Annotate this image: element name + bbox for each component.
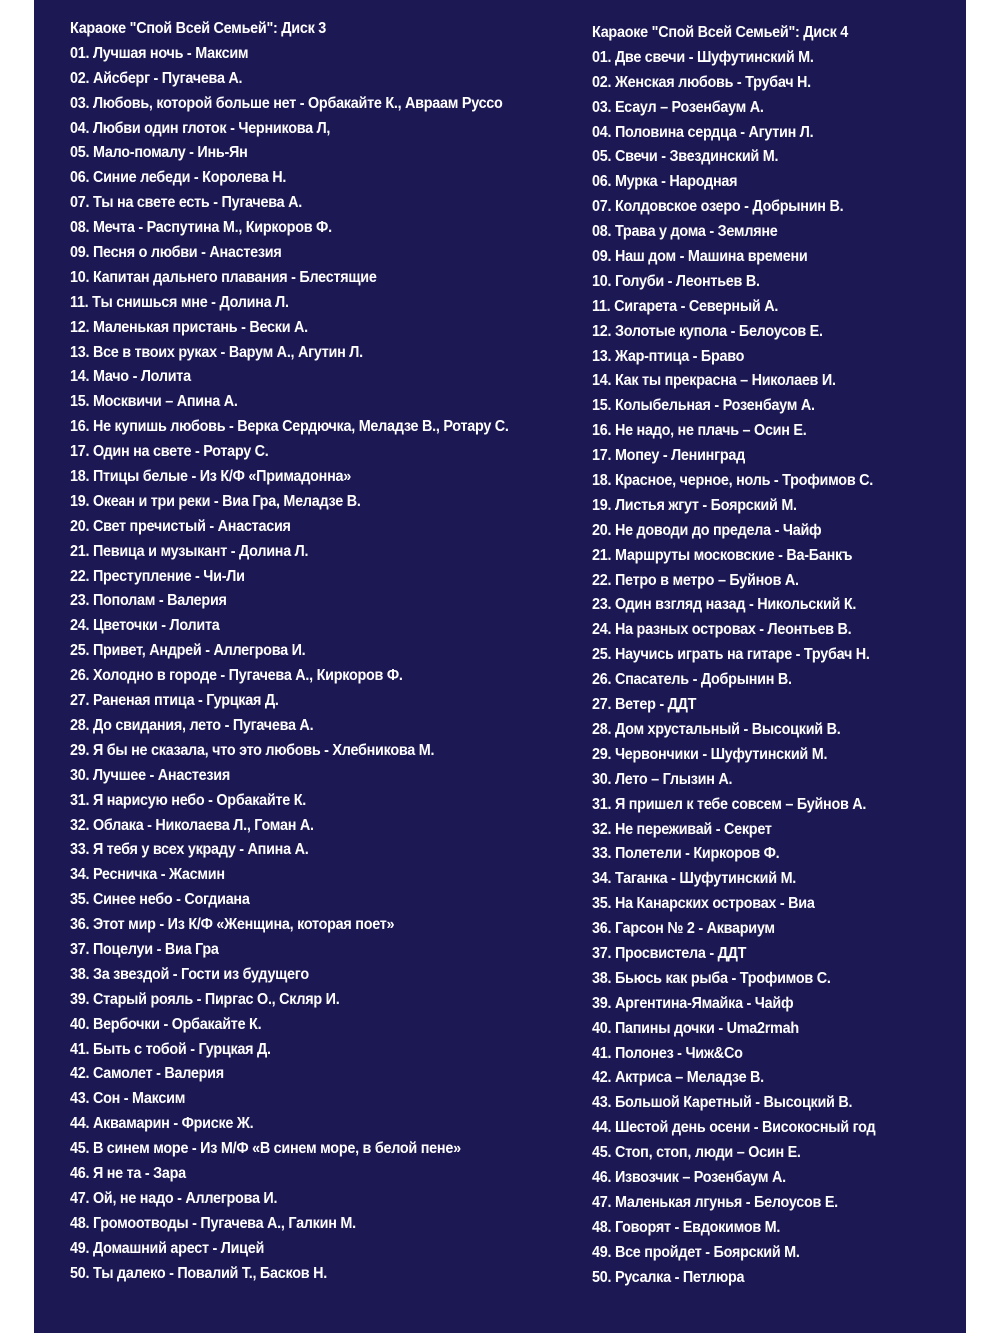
track-item: 01. Две свечи - Шуфутинский М.: [592, 48, 814, 66]
track-item: 48. Говорят - Евдокимов М.: [592, 1218, 781, 1236]
disc-4-title: Караоке "Спой Всей Семьей": Диск 4: [592, 24, 849, 41]
track-item: 29. Червончики - Шуфутинский М.: [592, 745, 828, 763]
track-item: 32. Облака - Николаева Л., Гоман А.: [70, 816, 314, 834]
track-item: 21. Маршруты московские - Ва-Банкъ: [592, 546, 853, 564]
track-item: 13. Все в твоих руках - Варум А., Агутин Л.: [70, 343, 363, 361]
track-item: 11. Ты снишься мне - Долина Л.: [70, 293, 289, 311]
track-item: 33. Полетели - Киркоров Ф.: [592, 845, 780, 863]
track-item: 43. Большой Каретный - Высоцкий В.: [592, 1094, 853, 1112]
track-item: 08. Трава у дома - Земляне: [592, 223, 778, 241]
track-item: 35. Синее небо - Согдиана: [70, 891, 250, 909]
track-item: 06. Мурка - Народная: [592, 173, 738, 191]
track-item: 10. Капитан дальнего плавания - Блестящие: [70, 268, 377, 286]
track-item: 17. Один на свете - Ротару С.: [70, 443, 269, 461]
track-item: 14. Мачо - Лолита: [70, 368, 191, 386]
track-item: 20. Свет пречистый - Анастасия: [70, 517, 291, 535]
track-item: 37. Просвистела - ДДТ: [592, 944, 747, 962]
disc-3-title: Караоке "Спой Всей Семьей": Диск 3: [70, 20, 327, 37]
track-item: 40. Папины дочки - Uma2rmah: [592, 1019, 799, 1037]
track-item: 19. Океан и три реки - Виа Гра, Меладзе В.: [70, 492, 361, 510]
track-item: 23. Пополам - Валерия: [70, 592, 227, 610]
track-item: 01. Лучшая ночь - Максим: [70, 44, 249, 62]
track-item: 03. Любовь, которой больше нет - Орбакайте К., Авраам Руссо: [70, 94, 503, 112]
track-item: 45. В синем море - Из М/Ф «В синем море, в белой пене»: [70, 1140, 461, 1158]
track-item: 17. Moпey - Ленинград: [592, 447, 745, 465]
track-item: 10. Голуби - Леонтьев В.: [592, 272, 760, 290]
track-item: 30. Лето – Глызин А.: [592, 770, 733, 788]
track-item: 39. Старый рояль - Пиргаc О., Скляр И.: [70, 990, 340, 1008]
track-item: 33. Я тебя у всех украду - Апина А.: [70, 841, 309, 859]
track-item: 07. Колдовское озеро - Добрынин В.: [592, 198, 844, 216]
track-item: 12. Маленькая пристань - Вески А.: [70, 318, 308, 336]
track-item: 41. Полонез - Чиж&Co: [592, 1044, 743, 1062]
track-item: 49. Домашний арест - Лицей: [70, 1239, 265, 1257]
track-item: 50. Русалка - Петлюра: [592, 1268, 745, 1286]
disc-4-column: [592, 21, 875, 1290]
track-item: 04. Половина сердца - Агутин Л.: [592, 123, 814, 141]
track-item: 31. Я нарисую небо - Орбакайте К.: [70, 791, 306, 809]
track-item: 25. Научись играть на гитаре - Трубач Н.: [592, 646, 870, 664]
track-item: 36. Гарсон № 2 - Аквариум: [592, 920, 775, 938]
track-item: 41. Быть с тобой - Гурцкая Д.: [70, 1040, 271, 1058]
track-item: 02. Женская любовь - Трубач Н.: [592, 73, 811, 91]
track-item: 31. Я пришел к тебе совсем – Буйнов А.: [592, 795, 867, 813]
track-item: 26. Холодно в городе - Пугачева А., Киркоров Ф.: [70, 667, 403, 685]
track-item: 24. Цветочки - Лолита: [70, 617, 220, 635]
track-item: 44. Шестой день осени - Високосный год: [592, 1119, 876, 1137]
track-item: 47. Ой, не надо - Аллегрова И.: [70, 1189, 278, 1207]
track-item: 04. Любви один глоток - Черникова Л,: [70, 119, 331, 137]
track-item: 32. Не переживай - Секрет: [592, 820, 772, 838]
track-item: 42. Самолет - Валерия: [70, 1065, 224, 1083]
disc-3-column: [70, 17, 509, 1286]
track-item: 22. Преступление - Чи-Ли: [70, 567, 245, 585]
track-item: 13. Жар-птица - Браво: [592, 347, 745, 365]
track-item: 15. Колыбельная - Розенбаум А.: [592, 397, 815, 415]
track-item: 49. Все пройдет - Боярский М.: [592, 1243, 800, 1261]
track-item: 02. Айсберг - Пугачева А.: [70, 69, 243, 87]
track-item: 11. Сигарета - Северный А.: [592, 297, 779, 315]
track-item: 05. Свечи - Звездинский М.: [592, 148, 779, 166]
track-item: 40. Вербочки - Орбакайте К.: [70, 1015, 262, 1033]
track-item: 18. Красное, черное, ноль - Трофимов С.: [592, 472, 874, 490]
track-item: 37. Поцелуи - Виа Гра: [70, 940, 219, 958]
track-item: 16. Не купишь любовь - Верка Сердючка, Меладзе В., Ротару С.: [70, 418, 509, 436]
track-item: 46. Извозчик – Розенбаум А.: [592, 1168, 786, 1186]
track-item: 50. Ты далеко - Повалий Т., Басков Н.: [70, 1264, 327, 1282]
track-item: 08. Мечта - Распутина М., Киркоров Ф.: [70, 219, 332, 237]
track-item: 15. Москвичи – Апина А.: [70, 393, 238, 411]
track-item: 28. Дом хрустальный - Высоцкий В.: [592, 720, 841, 738]
track-item: 34. Таганка - Шуфутинский М.: [592, 870, 797, 888]
track-item: 23. Один взгляд назад - Никольский К.: [592, 596, 857, 614]
track-item: 26. Спасатель - Добрынин В.: [592, 671, 792, 689]
track-item: 27. Раненая птица - Гурцкая Д.: [70, 692, 279, 710]
track-item: 43. Сон - Максим: [70, 1090, 186, 1108]
track-item: 25. Привет, Андрей - Аллегрова И.: [70, 642, 306, 660]
track-item: 07. Ты на свете есть - Пугачева А.: [70, 194, 302, 212]
track-item: 38. За звездой - Гости из будущего: [70, 965, 309, 983]
track-item: 27. Ветер - ДДТ: [592, 696, 697, 714]
track-item: 20. Не доводи до предела - Чайф: [592, 521, 822, 539]
track-item: 46. Я не та - Зара: [70, 1164, 186, 1182]
track-item: 39. Аргентина-Ямайка - Чайф: [592, 994, 794, 1012]
track-item: 45. Стоп, стоп, люди – Осин Е.: [592, 1144, 801, 1162]
track-item: 12. Золотые купола - Белоусов Е.: [592, 322, 823, 340]
track-item: 18. Птицы белые - Из К/Ф «Примадонна»: [70, 468, 352, 486]
track-item: 05. Мало-помалу - Инь-Ян: [70, 144, 248, 162]
track-item: 24. На разных островах - Леонтьев В.: [592, 621, 852, 639]
track-item: 47. Маленькая лгунья - Белоусов Е.: [592, 1193, 838, 1211]
track-item: 30. Лучшее - Анастезия: [70, 766, 230, 784]
track-item: 06. Синие лебеди - Королева Н.: [70, 169, 287, 187]
track-item: 44. Аквамарин - Фриске Ж.: [70, 1115, 254, 1133]
track-item: 42. Актриса – Меладзе В.: [592, 1069, 764, 1087]
track-item: 29. Я бы не сказала, что это любовь - Хлебникова М.: [70, 741, 435, 759]
track-item: 03. Есаул – Розенбаум А.: [592, 98, 764, 116]
track-item: 38. Бьюсь как рыба - Трофимов С.: [592, 969, 831, 987]
track-item: 14. Как ты прекрасна – Николаев И.: [592, 372, 836, 390]
track-item: 22. Петро в метро – Буйнов А.: [592, 571, 799, 589]
track-item: 35. На Канарских островах - Виа: [592, 895, 815, 913]
track-item: 48. Громоотводы - Пугачева А., Галкин М.: [70, 1214, 356, 1232]
track-item: 09. Песня о любви - Анастезия: [70, 244, 282, 262]
track-item: 16. Не надо, не плачь – Осин Е.: [592, 422, 807, 440]
track-item: 28. До свидания, лето - Пугачева А.: [70, 716, 314, 734]
tracklist-sheet: [34, 0, 966, 1333]
track-item: 21. Певица и музыкант - Долина Л.: [70, 542, 309, 560]
track-item: 36. Этот мир - Из К/Ф «Женщина, которая поет»: [70, 916, 395, 934]
track-item: 09. Наш дом - Машина времени: [592, 248, 808, 266]
track-item: 34. Ресничка - Жасмин: [70, 866, 225, 884]
track-item: 19. Листья жгут - Боярский М.: [592, 496, 797, 514]
